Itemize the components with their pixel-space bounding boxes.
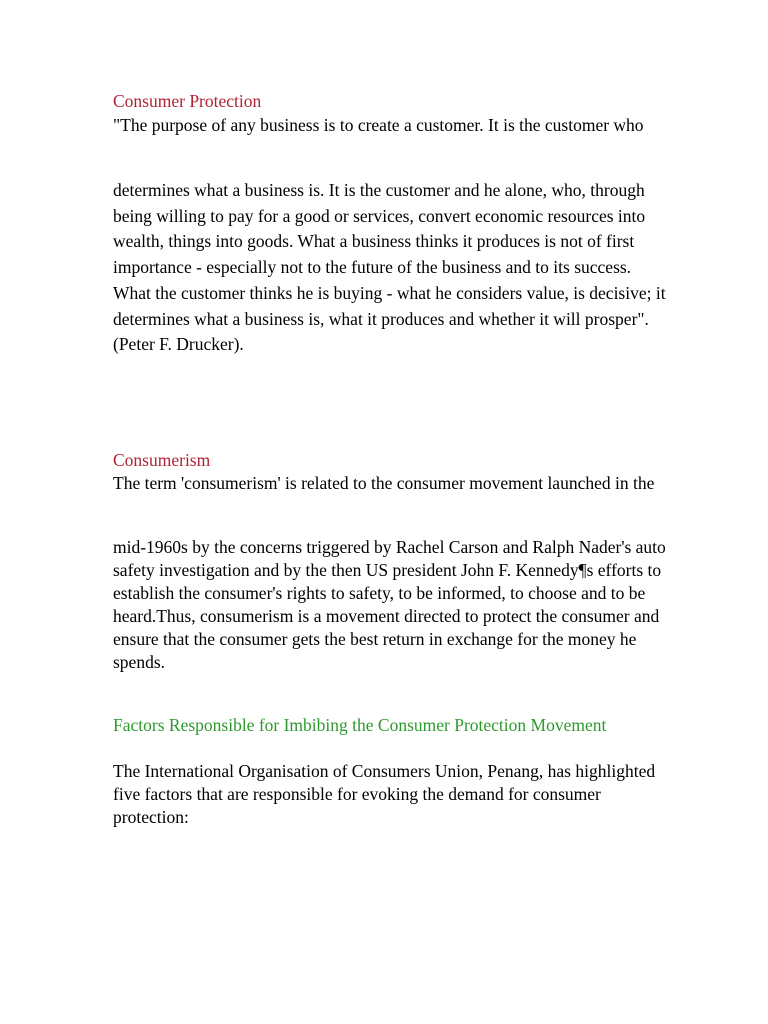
paragraph-consumerism-intro: The term 'consumerism' is related to the consumer movement launched in the: [113, 473, 655, 493]
paragraph-factors: [113, 760, 673, 829]
paragraph-consumerism-history: mid-1960s by the concerns triggered by Rachel Carson and Ralph Nader's auto safety investigation and by the then US president John F. Kennedy¶s efforts to establish the consumer's rights to safety, to be informed, to choose and to be heard.Thus, consumerism is a movement directed to protect the consumer and ensure that the consumer gets the best return in exchange for the money he spends.: [113, 537, 666, 672]
paragraph-drucker-quote-start: "The purpose of any business is to create a customer. It is the customer who: [113, 115, 644, 135]
paragraph-drucker-quote-continued: determines what a business is. It is the customer and he alone, who, through being willing to pay for a good or services, convert economic resources into wealth, things into goods. What a business thinks it produces is not of first importance - especially not to the future of the business and to its success. What the customer thinks he is buying - what he considers value, is decisive; it determines what a business is, what it produces and whether it will prosper". (Peter F. Drucker).: [113, 180, 666, 355]
section-heading-consumerism: Consumerism: [113, 450, 211, 470]
section-heading-consumer-protection: Consumer Protection: [113, 91, 262, 111]
paragraph-factors-line-2: five factors that are responsible for evoking the demand for consumer protection:: [113, 784, 601, 827]
section-heading-factors: Factors Responsible for Imbibing the Consumer Protection Movement: [113, 715, 607, 735]
paragraph-factors-line-1: The International Organisation of Consumers Union, Penang, has highlighted: [113, 761, 656, 781]
